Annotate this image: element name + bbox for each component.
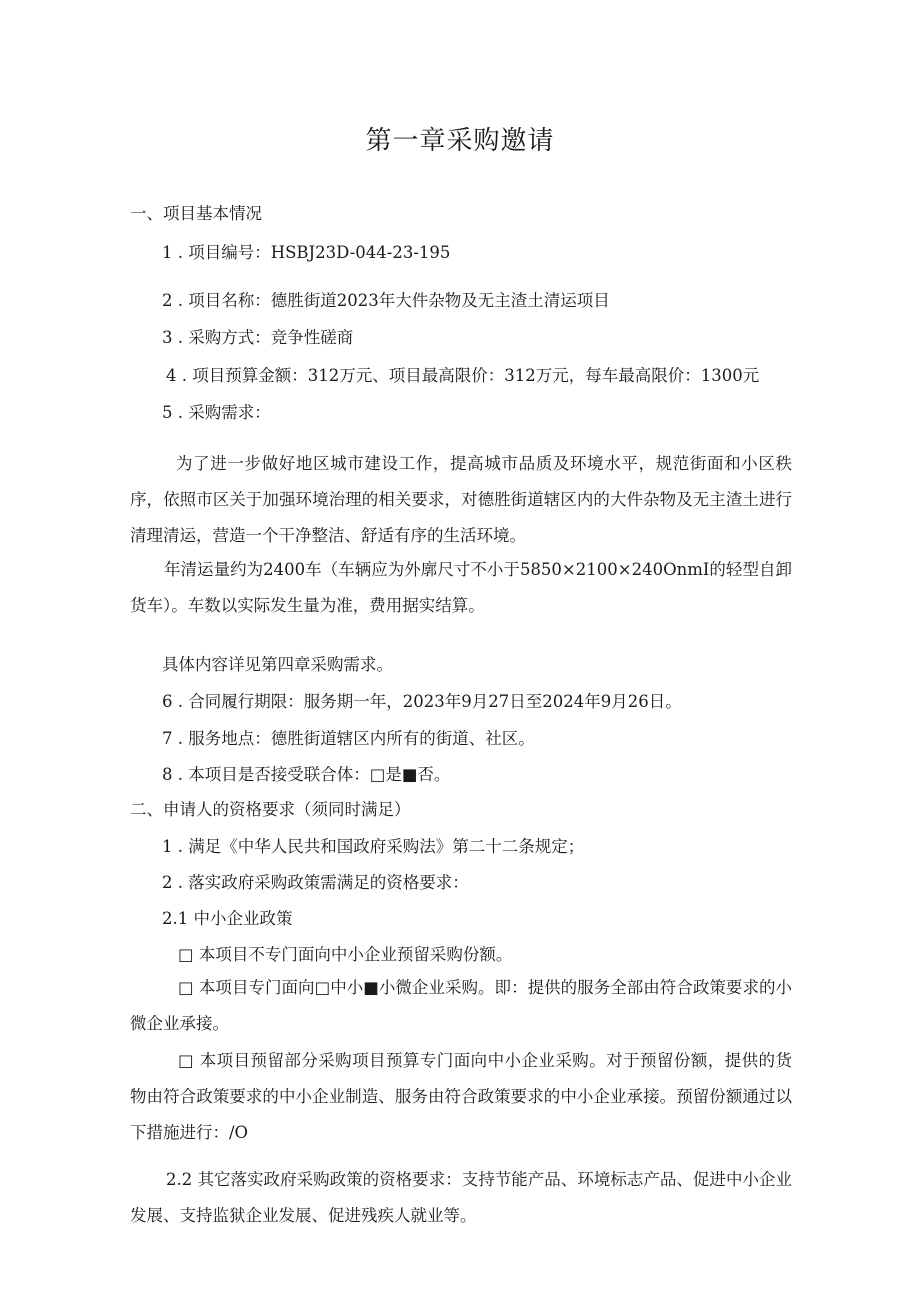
other-policy-requirements: 2.2 其它落实政府采购政策的资格要求：支持节能产品、环境标志产品、促进中小企业发展、支持监狱企业发展、促进残疾人就业等。 (130, 1170, 792, 1225)
sme-policy-heading: 2.1 中小企业政策 (162, 909, 293, 928)
section-1-heading: 一、项目基本情况 (130, 204, 262, 223)
chapter-title: 第一章采购邀请 (365, 126, 555, 156)
sme-option-1: □ 本项目不专门面向中小企业预留采购份额。 (178, 945, 513, 964)
demand-paragraph-1: 为了进一步做好地区城市建设工作，提高城市品质及环境水平，规范街面和小区秩序，依照市区关于加强环境治理的相关要求，对德胜街道辖区内的大件杂物及无主渣土进行清理清运，营造一个干净整洁、舒适有序的生活环境。 (130, 454, 792, 545)
qualification-item-2: 2 . 落实政府采购政策需满足的资格要求： (162, 873, 469, 892)
item-procurement-demand: 5 . 采购需求： (162, 403, 271, 422)
section-2-heading: 二、申请人的资格要求（须同时满足） (130, 800, 411, 819)
sme-option-2: □ 本项目专门面向□中小■小微企业采购。即：提供的服务全部由符合政策要求的小微企业承接。 (130, 978, 792, 1033)
qualification-item-1: 1 . 满足《中华人民共和国政府采购法》第二十二条规定； (162, 837, 585, 856)
item-project-name: 2 . 项目名称：德胜街道2023年大件杂物及无主渣土清运项目 (162, 291, 610, 310)
item-budget: 4 . 项目预算金额：312万元、项目最高限价：312万元，每车最高限价：1300元 (166, 366, 760, 385)
item-contract-period: 6 . 合同履行期限：服务期一年，2023年9月27日至2024年9月26日。 (162, 692, 682, 711)
item-consortium: 8 . 本项目是否接受联合体：□是■否。 (162, 765, 451, 784)
sme-option-3: □ 本项目预留部分采购项目预算专门面向中小企业采购。对于预留份额，提供的货物由符合政策要求的中小企业制造、服务由符合政策要求的中小企业承接。预留份额通过以下措施进行：/O (130, 1051, 792, 1142)
demand-paragraph-2: 年清运量约为2400车（车辆应为外廓尺寸不小于5850×2100×240OnmI的轻型自卸货车）。车数以实际发生量为准，费用据实结算。 (130, 560, 792, 615)
item-service-location: 7 . 服务地点：德胜街道辖区内所有的街道、社区。 (162, 729, 535, 748)
item-procurement-method: 3 . 采购方式：竞争性磋商 (162, 328, 354, 347)
demand-detail-note: 具体内容详见第四章采购需求。 (162, 655, 393, 674)
item-project-number: 1 . 项目编号：HSBJ23D-044-23-195 (162, 243, 451, 262)
